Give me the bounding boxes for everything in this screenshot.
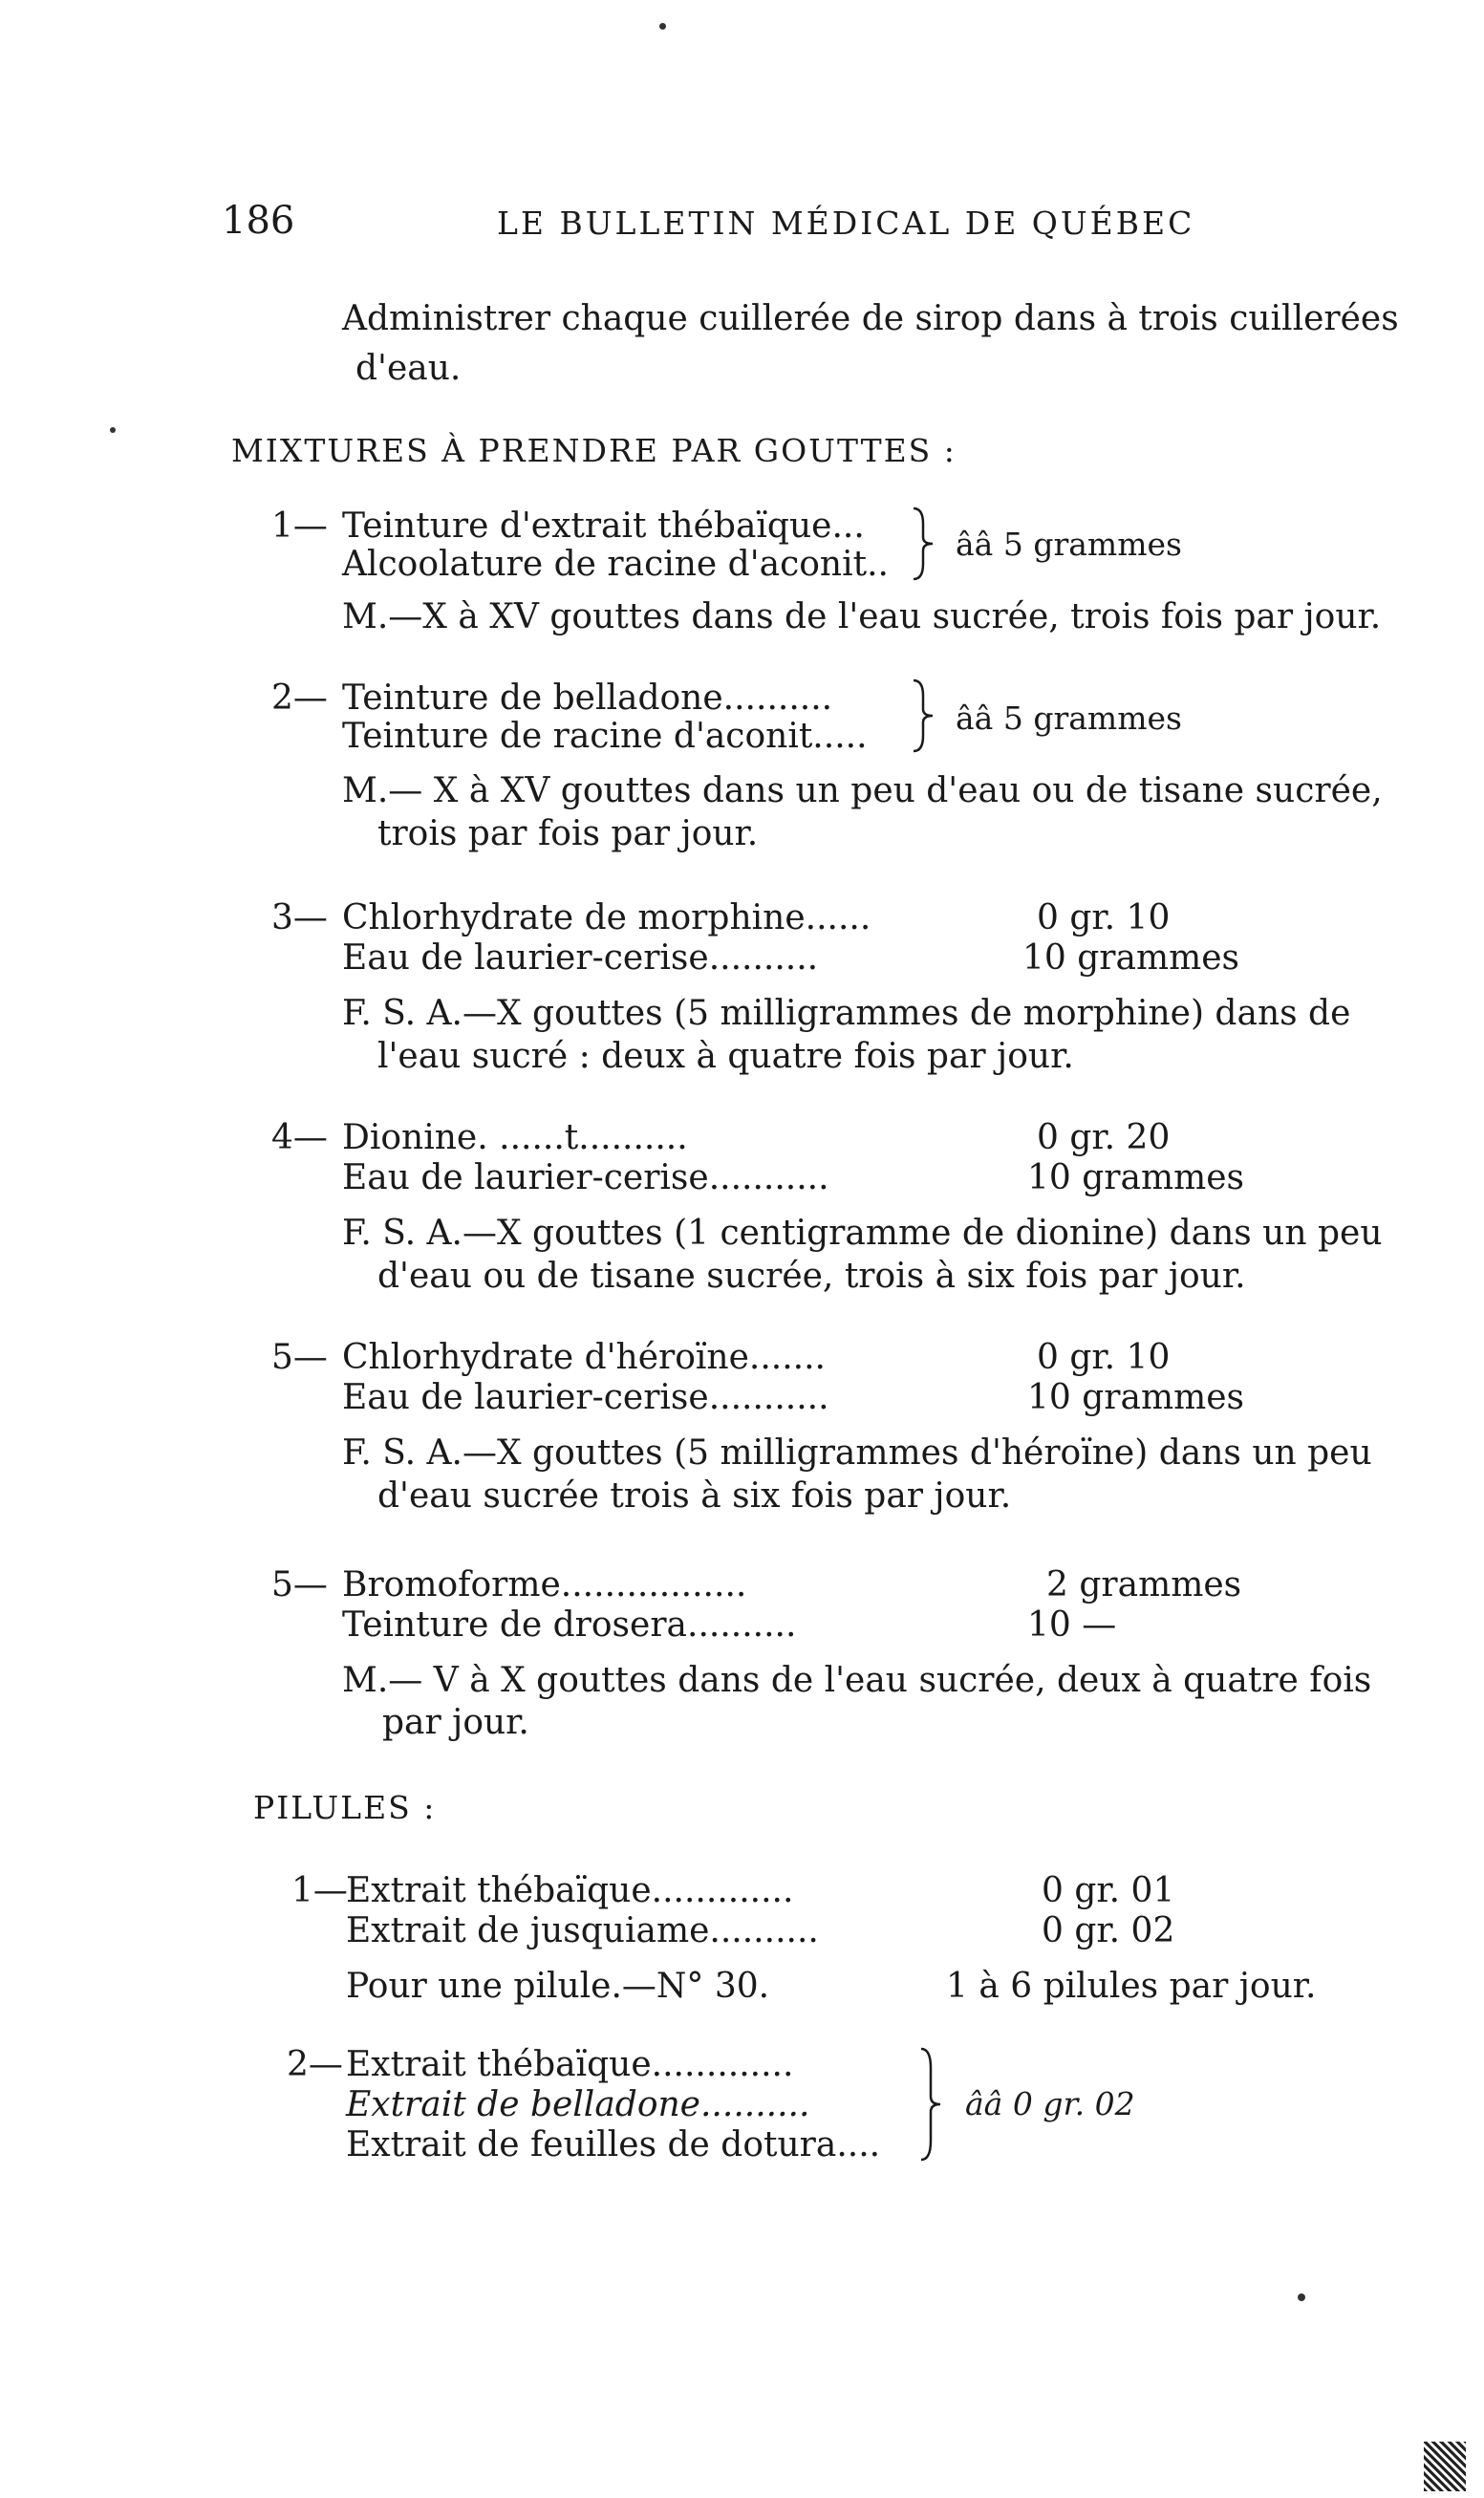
directions: par jour. [382,1703,529,1742]
item-number: 1— [271,506,328,546]
quantity: 10 — [1027,1605,1117,1645]
quantity: ââ 5 grammes [956,526,1182,563]
brace-icon [908,677,936,755]
print-speck [659,23,666,30]
directions: F. S. A.—X gouttes (5 milligrammes d'héroïne) dans un peu [342,1433,1372,1473]
directions: l'eau sucré : deux à quatre fois par jour. [377,1037,1074,1076]
ingredient: Extrait thébaïque............. [346,1871,794,1910]
ingredient: Chlorhydrate d'héroïne....... [342,1338,827,1377]
running-head: LE BULLETIN MÉDICAL DE QUÉBEC [497,205,1195,242]
ingredient: Extrait de jusquiame.......... [346,1911,819,1950]
quantity: 0 gr. 10 [1037,898,1171,937]
quantity: ââ 5 grammes [956,700,1182,737]
directions: Pour une pilule.—N° 30. [346,1967,770,2006]
item-number: 3— [271,898,328,937]
ingredient: Bromoforme................. [342,1565,747,1604]
ingredient: Eau de laurier-cerise........... [342,1158,829,1197]
section-heading-mixtures: MIXTURES À PRENDRE PAR GOUTTES : [231,432,957,469]
item-number: 2— [271,678,328,718]
directions: d'eau sucrée trois à six fois par jour. [377,1476,1012,1516]
directions: d'eau ou de tisane sucrée, trois à six fois par jour. [377,1257,1246,1296]
quantity: ââ 0 gr. 02 [965,2085,1135,2122]
item-number: 5— [271,1338,328,1377]
item-number: 1— [291,1871,348,1910]
ingredient: Chlorhydrate de morphine...... [342,898,871,937]
quantity: 2 grammes [1046,1565,1242,1604]
quantity: 0 gr. 20 [1037,1118,1171,1157]
quantity: 0 gr. 10 [1037,1338,1171,1377]
ingredient: Dionine. ......t.......... [342,1118,688,1157]
ingredient: Teinture d'extrait thébaïque... [342,506,865,546]
ingredient: Teinture de drosera.......... [342,1605,797,1645]
section-heading-pills: PILULES : [253,1789,437,1826]
quantity: 0 gr. 01 [1042,1871,1175,1910]
corner-ornament-icon [1424,2442,1466,2491]
brace-icon [915,2045,944,2164]
quantity: 10 grammes [1022,938,1240,978]
item-number: 4— [271,1118,328,1157]
directions: F. S. A.—X gouttes (1 centigramme de dionine) dans un peu [342,1214,1383,1253]
directions: M.— V à X gouttes dans de l'eau sucrée, deux à quatre fois [342,1661,1372,1700]
quantity: 10 grammes [1027,1378,1245,1417]
quantity: 10 grammes [1027,1158,1245,1197]
page-number: 186 [222,199,295,243]
ingredient: Teinture de belladone.......... [342,678,833,718]
ingredient: Extrait de belladone.......... [346,2085,810,2124]
ingredient: Extrait de feuilles de dotura.... [346,2125,881,2164]
ingredient: Teinture de racine d'aconit..... [342,717,868,756]
directions: M.—X à XV gouttes dans de l'eau sucrée, trois fois par jour. [342,597,1382,636]
intro-line-2: d'eau. [355,349,462,388]
ingredient: Eau de laurier-cerise........... [342,1378,829,1417]
brace-icon [908,505,936,583]
item-number: 2— [287,2045,343,2084]
directions: 1 à 6 pilules par jour. [946,1967,1317,2006]
quantity: 0 gr. 02 [1042,1911,1175,1950]
print-speck [110,427,116,433]
directions: trois par fois par jour. [377,814,759,853]
ingredient: Eau de laurier-cerise.......... [342,938,819,978]
item-number: 5— [271,1565,328,1604]
directions: M.— X à XV gouttes dans un peu d'eau ou de tisane sucrée, [342,771,1383,810]
ingredient: Extrait thébaïque............. [346,2045,794,2084]
intro-line-1: Administrer chaque cuillerée de sirop dans à trois cuillerées [342,299,1399,338]
ingredient: Alcoolature de racine d'aconit.. [342,545,889,584]
directions: F. S. A.—X gouttes (5 milligrammes de morphine) dans de [342,994,1351,1033]
print-speck [1298,2293,1305,2301]
